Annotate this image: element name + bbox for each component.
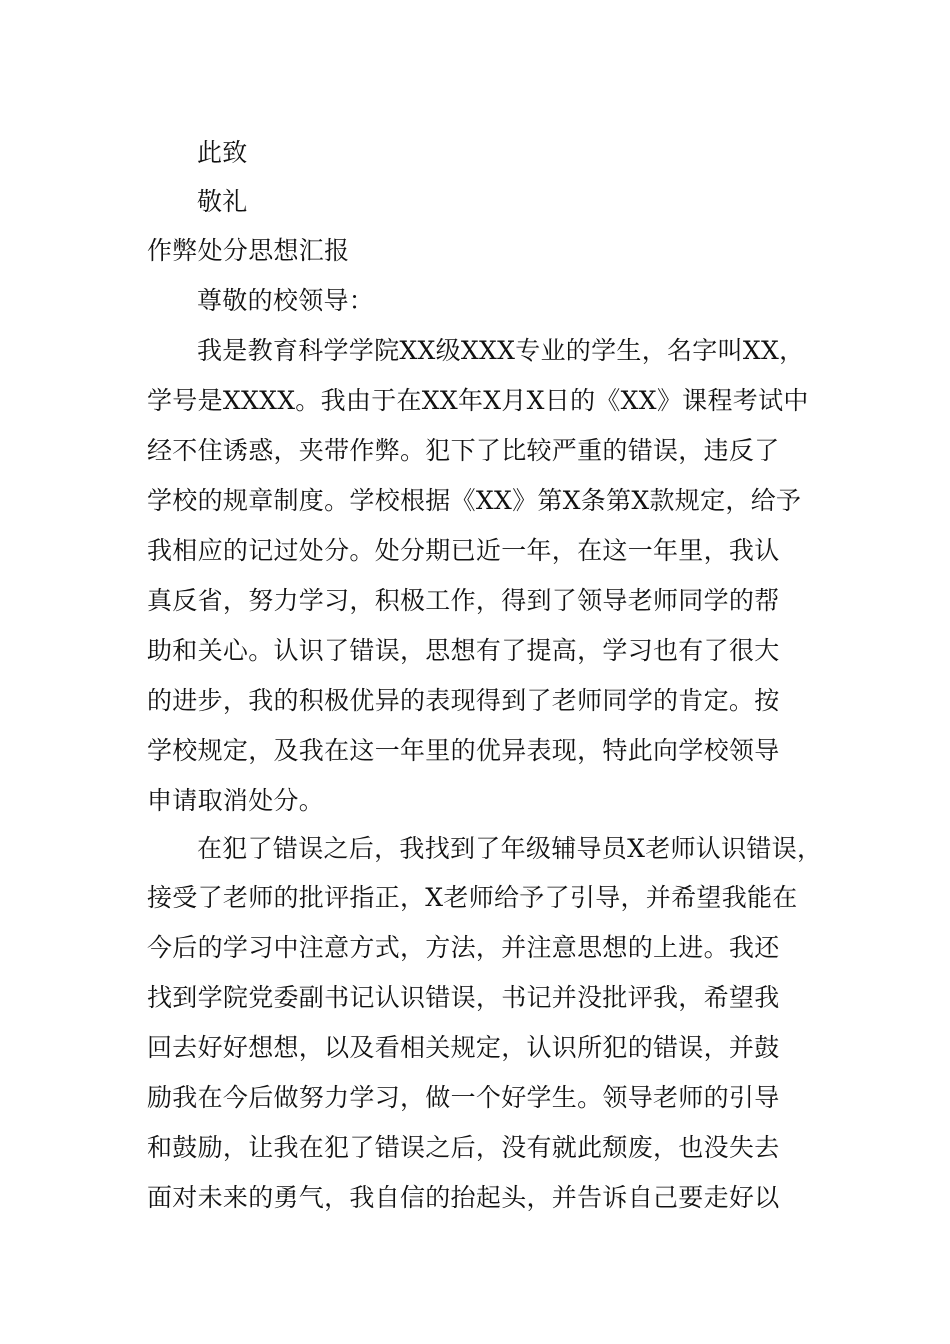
paragraph-1-line: 申请取消处分。 xyxy=(147,786,325,815)
paragraph-1-line: 的进步，我的积极优异的表现得到了老师同学的肯定。按 xyxy=(147,686,780,715)
paragraph-1-line: 我是教育科学学院XX级XXX专业的学生，名字叫XX， xyxy=(197,336,805,365)
closing-line-1: 此致 xyxy=(197,138,248,167)
paragraph-2-line: 面对未来的勇气，我自信的抬起头，并告诉自己要走好以 xyxy=(147,1183,780,1212)
document-title: 作弊处分思想汇报 xyxy=(147,236,350,265)
paragraph-2-line: 回去好好想想，以及看相关规定，认识所犯的错误，并鼓 xyxy=(147,1033,780,1062)
paragraph-2-line: 接受了老师的批评指正，X老师给予了引导，并希望我能在 xyxy=(147,883,798,912)
paragraph-1-line: 经不住诱惑，夹带作弊。犯下了比较严重的错误，违反了 xyxy=(147,436,780,465)
paragraph-1-line: 真反省，努力学习，积极工作，得到了领导老师同学的帮 xyxy=(147,586,780,615)
paragraph-1-line: 学号是XXXX。我由于在XX年X月X日的《XX》课程考试中 xyxy=(147,386,809,415)
salutation: 尊敬的校领导： xyxy=(197,286,375,315)
closing-line-2: 敬礼 xyxy=(197,187,248,216)
paragraph-2-line: 励我在今后做努力学习，做一个好学生。领导老师的引导 xyxy=(147,1083,780,1112)
paragraph-2-line: 找到学院党委副书记认识错误，书记并没批评我，希望我 xyxy=(147,983,780,1012)
paragraph-1-line: 我相应的记过处分。处分期已近一年，在这一年里，我认 xyxy=(147,536,780,565)
paragraph-2-line: 今后的学习中注意方式，方法，并注意思想的上进。我还 xyxy=(147,933,780,962)
paragraph-1-line: 学校的规章制度。学校根据《XX》第X条第X款规定，给予 xyxy=(147,486,802,515)
paragraph-1-line: 学校规定，及我在这一年里的优异表现，特此向学校领导 xyxy=(147,736,780,765)
paragraph-2-line: 和鼓励，让我在犯了错误之后，没有就此颓废，也没失去 xyxy=(147,1133,780,1162)
paragraph-1-line: 助和关心。认识了错误，思想有了提高，学习也有了很大 xyxy=(147,636,780,665)
paragraph-2-line: 在犯了错误之后，我找到了年级辅导员X老师认识错误， xyxy=(197,834,823,863)
